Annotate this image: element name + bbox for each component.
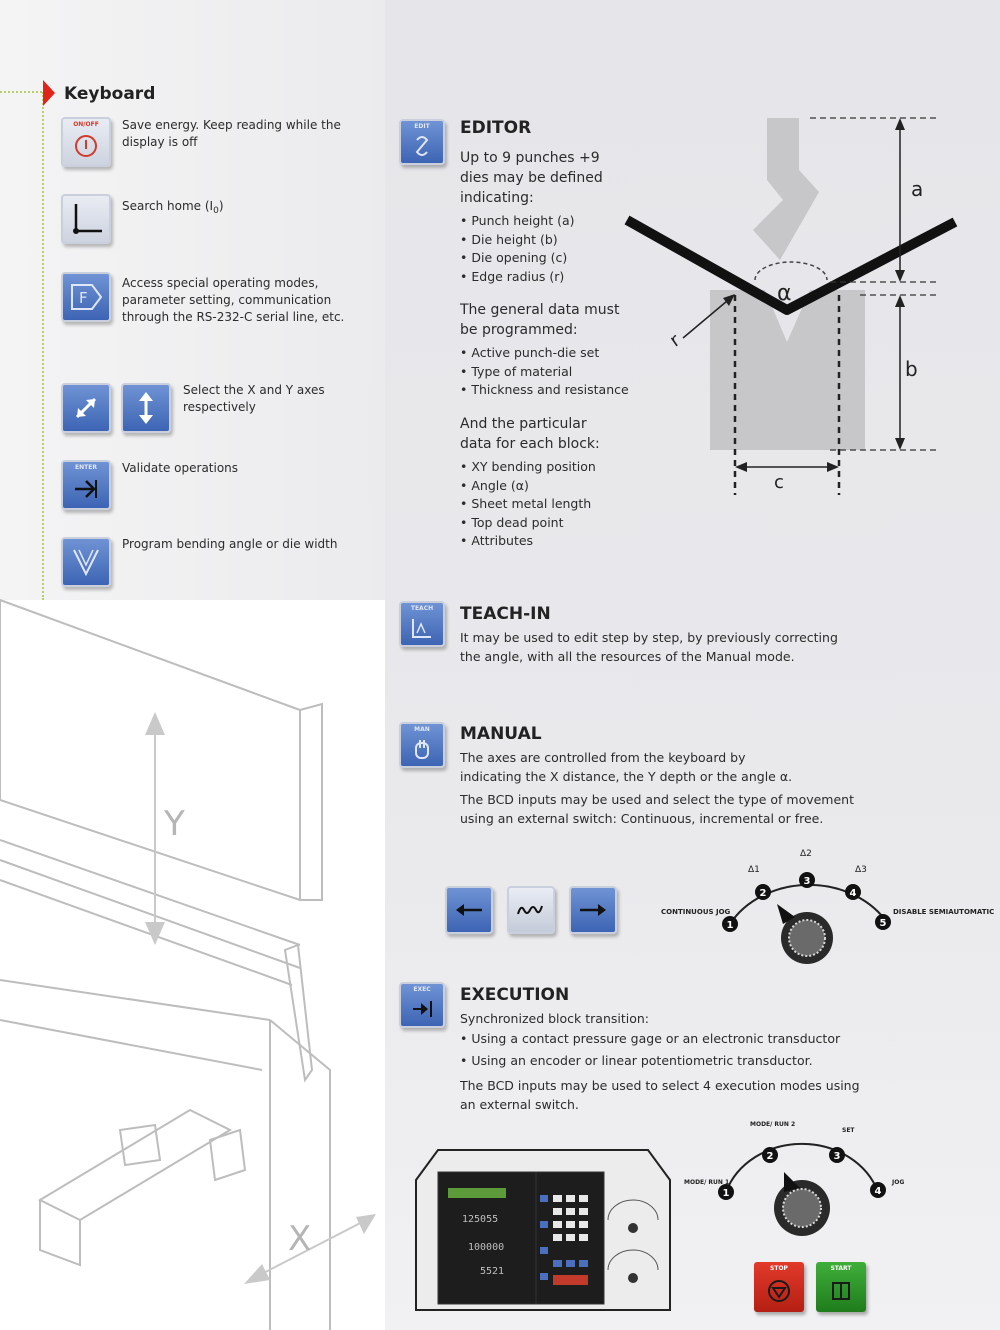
diagonal-arrow-icon: [70, 392, 102, 424]
list-item: • Using an encoder or linear potentiometric transductor.: [460, 1052, 880, 1071]
y-axis-label: Y: [164, 804, 185, 844]
mode-run-1-label: MODE/ RUN 1: [684, 1179, 730, 1186]
list-item: • Die opening (c): [460, 249, 575, 268]
list-item: • Active punch-die set: [460, 344, 629, 363]
list-item: • Die height (b): [460, 231, 575, 250]
red-arrow-icon: [43, 80, 55, 106]
home-description: Search home $(I_0)$: [122, 199, 224, 216]
teach-icon: [410, 616, 434, 640]
editor-general: The general data must be programmed:: [460, 302, 620, 338]
jog-right-key[interactable]: [569, 886, 617, 934]
manual-key[interactable]: MAN: [399, 722, 445, 768]
x-axis-key[interactable]: [61, 383, 111, 433]
dotted-guide-horizontal: [0, 91, 42, 93]
svg-text:F: F: [79, 289, 88, 307]
list-item: • Sheet metal length: [460, 495, 596, 514]
jog-left-key[interactable]: [445, 886, 493, 934]
execution-list: [460, 1030, 880, 1070]
list-item: • Top dead point: [460, 514, 596, 533]
editor-intro: Up to 9 punches +9 dies may be defined indicating:: [460, 150, 603, 206]
arrow-left-icon: [454, 902, 484, 918]
delta-2-label: Δ2: [800, 849, 812, 859]
exec-dial-position-2: 2: [766, 1151, 774, 1162]
hand-icon: [411, 737, 433, 761]
list-item: • Attributes: [460, 532, 596, 551]
angle-icon: [71, 546, 101, 578]
f-key-description: Access special operating modes, parameter setting, communication through the RS-232-C serial line, etc.: [122, 276, 345, 324]
continuous-jog-label: CONTINUOUS JOG: [661, 908, 731, 916]
editor-list-3: [460, 458, 596, 551]
enter-key[interactable]: ENTER: [61, 460, 111, 510]
exec-dial-position-4: 4: [874, 1186, 882, 1197]
delta-3-label: Δ3: [855, 865, 867, 875]
arrow-right-icon: [578, 902, 608, 918]
jog-label: JOG: [892, 1179, 905, 1186]
teach-title: TEACH-IN: [460, 604, 551, 624]
editor-title: EDITOR: [460, 118, 532, 138]
editor-particular: And the particular data for each block:: [460, 416, 600, 452]
delta-1-label: Δ1: [748, 865, 760, 875]
x-axis-label: X: [288, 1219, 312, 1259]
dial-position-1: 1: [726, 920, 734, 931]
readout-2: 100000: [468, 1242, 505, 1253]
execution-title: EXECUTION: [460, 985, 570, 1005]
dial-position-2: 2: [759, 888, 767, 899]
execution-mode-selector: [680, 1112, 920, 1252]
xy-axes-description: Select the X and Y axes respectively: [183, 383, 325, 414]
y-axis-key[interactable]: [121, 383, 171, 433]
manual-paragraph-2: The BCD inputs may be used and select the type of movement using an external switch: Continuous, incremental or free.: [460, 792, 854, 826]
list-item: • Edge radius (r): [460, 268, 575, 287]
list-item: • Angle (α): [460, 477, 596, 496]
list-item: • Type of material: [460, 363, 629, 382]
execution-paragraph-2: The BCD inputs may be used to select 4 execution modes using an external switch.: [460, 1078, 860, 1112]
teach-text: It may be used to edit step by step, by previously correcting the angle, with all the resources of the Manual mode.: [460, 630, 838, 664]
edit-key[interactable]: EDIT: [399, 119, 445, 165]
f-key[interactable]: [61, 272, 111, 322]
label-c: c: [774, 472, 784, 493]
keyboard-title: Keyboard: [64, 84, 156, 104]
enter-description: Validate operations: [122, 461, 239, 475]
dial-position-3: 3: [803, 876, 811, 887]
vertical-arrow-icon: [130, 390, 162, 426]
on-off-key[interactable]: ON/OFF: [61, 117, 111, 167]
execution-intro: Synchronized block transition:: [460, 1011, 650, 1026]
list-item: • Using a contact pressure gage or an electronic transductor: [460, 1030, 880, 1049]
readout-1: 125055: [462, 1214, 499, 1225]
teach-key[interactable]: TEACH: [399, 601, 445, 647]
dial-position-4: 4: [849, 888, 857, 899]
list-item: • Thickness and resistance: [460, 381, 629, 400]
start-button[interactable]: START: [816, 1262, 866, 1312]
label-b: b: [905, 357, 918, 381]
wave-icon: [515, 900, 547, 920]
exec-icon: [410, 998, 434, 1020]
list-item: • XY bending position: [460, 458, 596, 477]
home-key[interactable]: [61, 194, 111, 244]
manual-mode-selector: [655, 842, 995, 972]
dotted-guide-vertical: [42, 92, 44, 600]
label-a: a: [911, 177, 924, 201]
free-mode-key[interactable]: [507, 886, 555, 934]
f-key-icon: [68, 282, 104, 312]
exec-dial-position-1: 1: [722, 1188, 730, 1199]
stop-button[interactable]: STOP: [754, 1262, 804, 1312]
exec-key[interactable]: EXEC: [399, 982, 445, 1028]
set-label: SET: [842, 1127, 855, 1134]
editor-list-1: [460, 212, 575, 286]
angle-key[interactable]: [61, 537, 111, 587]
enter-icon: [72, 476, 100, 502]
disable-semiautomatic-label: DISABLE SEMIAUTOMATIC: [893, 908, 995, 916]
dial-position-5: 5: [879, 918, 887, 929]
editor-list-2: [460, 344, 629, 400]
stop-icon: [766, 1278, 792, 1304]
home-corner-icon: [68, 201, 104, 237]
list-item: • Punch height (a): [460, 212, 575, 231]
exec-dial-position-3: 3: [833, 1151, 841, 1162]
label-r: r: [665, 329, 685, 352]
manual-title: MANUAL: [460, 724, 542, 744]
readout-3: 5521: [480, 1266, 505, 1277]
power-icon: [73, 133, 99, 159]
press-brake-drawing: [0, 600, 385, 1330]
edit-icon: [411, 134, 433, 158]
label-alpha: α: [777, 281, 792, 306]
angle-description: Program bending angle or die width: [122, 537, 338, 551]
mode-run-2-label: MODE/ RUN 2: [750, 1121, 796, 1128]
punch-die-diagram: [615, 110, 985, 510]
start-icon: [828, 1278, 854, 1304]
on-off-description: Save energy. Keep reading while the display is off: [122, 118, 341, 149]
manual-paragraph-1: The axes are controlled from the keyboard by indicating the X distance, the Y depth or the angle α.: [460, 750, 793, 784]
control-unit-drawing: [408, 1140, 678, 1315]
